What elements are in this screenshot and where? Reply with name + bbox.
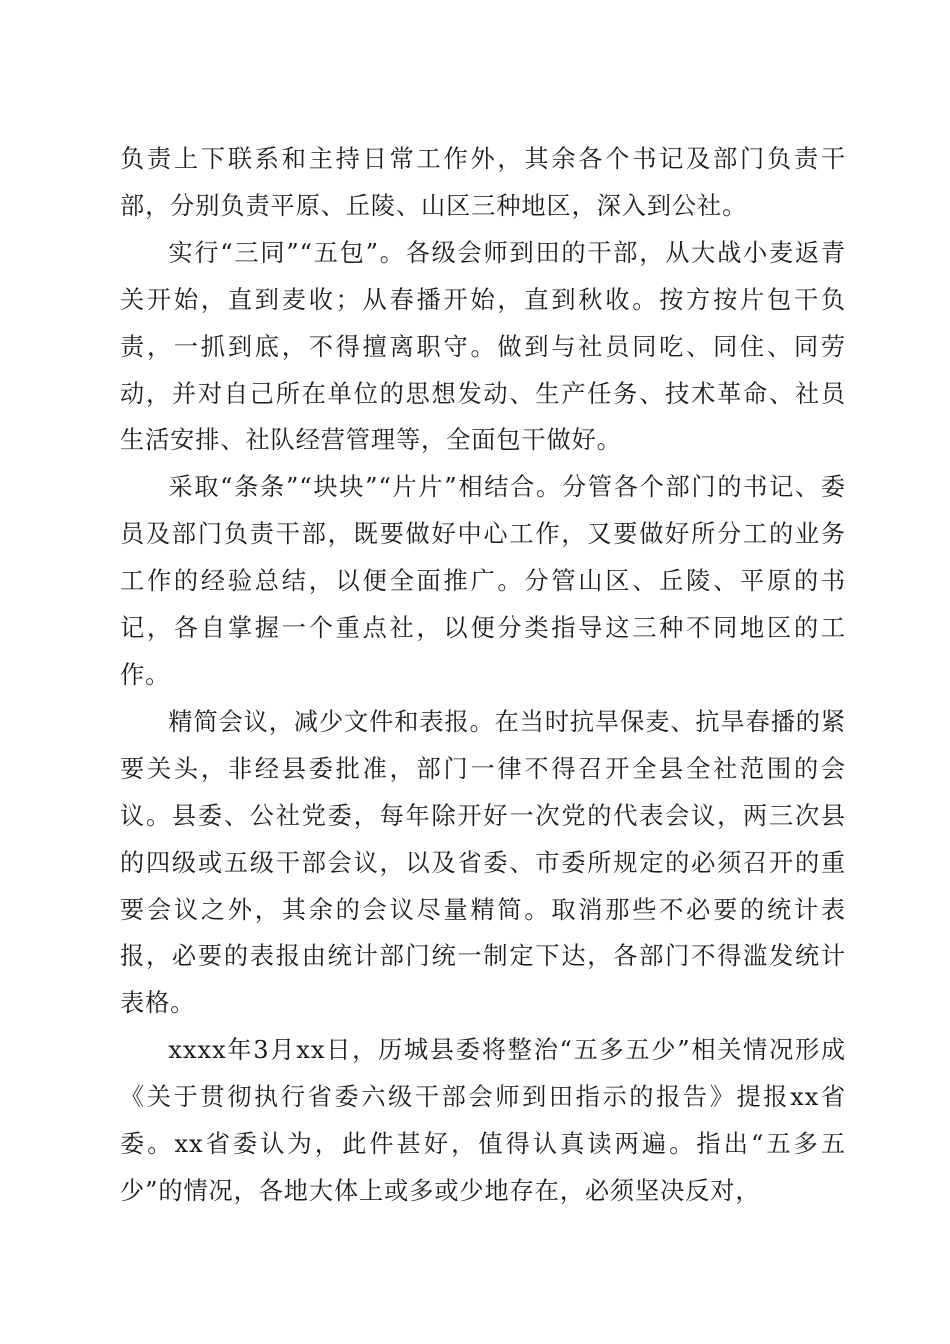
paragraph-county-report: xxxx年3月xx日，历城县委将整治“五多五少”相关情况形成《关于贯彻执行省委六级干部会师到田指示的报告》提报xx省委。xx省委认为，此件甚好，值得认真读两遍。指出“五多五少”的情况，各地大体上或多或少地存在，必须坚决反对， (120, 1036, 846, 1205)
paragraph-three-together-five-packages: 实行“三同”“五包”。各级会师到田的干部，从大战小麦返青关开始，直到麦收；从春播开始，直到秋收。按方按片包干负责，一抓到底，不得擅离职守。做到与社员同吃、同住、同劳动，并对自己所在单位的思想发动、生产任务、技术革命、社员生活安排、社队经营管理等，全面包干做好。 (120, 238, 846, 455)
paragraph-streamline-meetings: 精简会议，减少文件和表报。在当时抗旱保麦、抗旱春播的紧要关头，非经县委批准，部门一律不得召开全县全社范围的会议。县委、公社党委，每年除开好一次党的代表会议，两三次县的四级或五级干部会议，以及省委、市委所规定的必须召开的重要会议之外，其余的会议尽量精简。取消那些不必要的统计表报，必要的表报由统计部门统一制定下达，各部门不得滥发统计表格。 (120, 707, 846, 1018)
paragraph-continuation: 负责上下联系和主持日常工作外，其余各个书记及部门负责干部，分别负责平原、丘陵、山区三种地区，深入到公社。 (120, 145, 846, 220)
document-body (120, 136, 846, 1215)
paragraph-lines-blocks-pieces: 采取“条条”“块块”“片片”相结合。分管各个部门的书记、委员及部门负责干部，既要做好中心工作，又要做好所分工的业务工作的经验总结，以便全面推广。分管山区、丘陵、平原的书记，各自掌握一个重点社，以便分类指导这三种不同地区的工作。 (120, 473, 846, 689)
